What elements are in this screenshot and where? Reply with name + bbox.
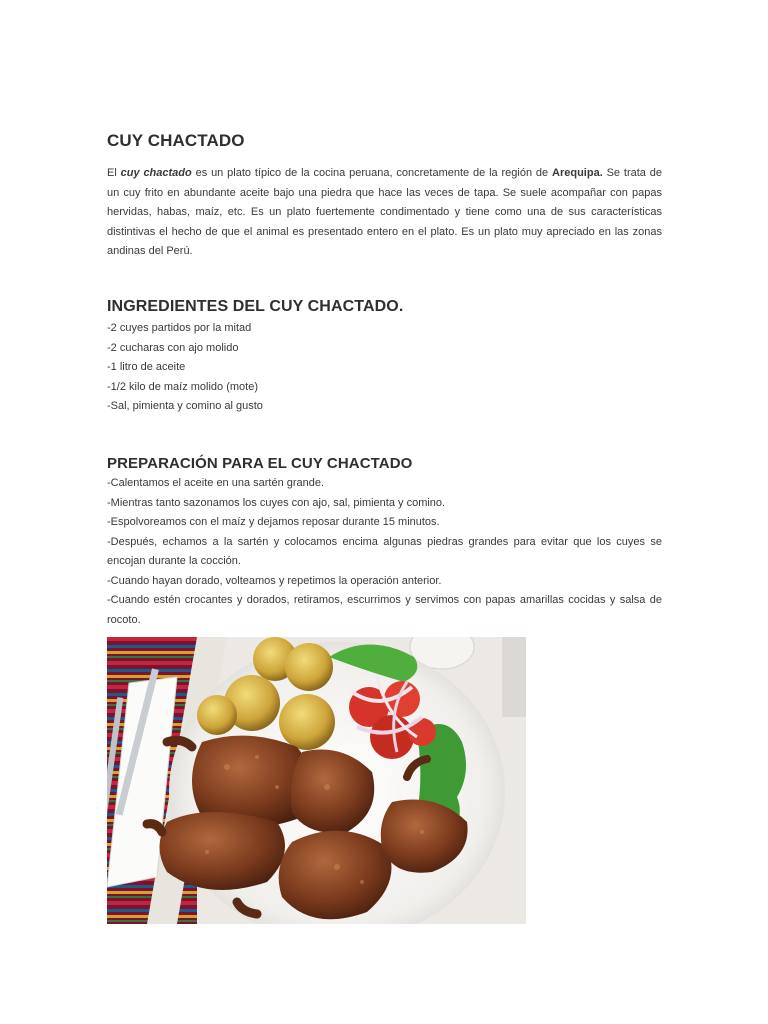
dish-photo-illustration [107, 637, 526, 924]
preparation-list [107, 474, 662, 630]
ingredient-item: -2 cucharas con ajo molido [107, 341, 239, 354]
preparation-step: -Mientras tanto sazonamos los cuyes con ajo, sal, pimienta y comino. [107, 496, 446, 509]
intro-paragraph [107, 164, 662, 262]
preparation-step: -Cuando hayan dorado, volteamos y repetimos la operación anterior. [107, 574, 442, 587]
ingredient-item: -Sal, pimienta y comino al gusto [107, 400, 263, 412]
ingredients-heading: INGREDIENTES DEL CUY CHACTADO. [107, 298, 404, 315]
intro-text-1: El [107, 167, 121, 179]
intro-region: Arequipa. [552, 167, 603, 179]
intro-dish-name: cuy chactado [120, 167, 192, 179]
dish-photo [107, 637, 526, 924]
page-title: CUY CHACTADO [107, 131, 245, 150]
preparation-heading: PREPARACIÓN PARA EL CUY CHACTADO [107, 455, 413, 472]
ingredient-item: -1 litro de aceite [107, 361, 186, 373]
ingredient-item: -2 cuyes partidos por la mitad [107, 322, 252, 334]
ingredients-list [107, 319, 662, 417]
preparation-step: -Cuando estén crocantes y dorados, retiramos, escurrimos y servimos con papas amarillas cocidas y salsa de rocoto. [107, 594, 662, 626]
preparation-step: -Calentamos el aceite en una sartén grande. [107, 477, 325, 489]
ingredient-item: -1/2 kilo de maíz molido (mote) [107, 380, 258, 393]
intro-text-3: Se trata de un cuy frito en abundante aceite bajo una piedra que hace las veces de tapa. Se suele acompañar con papas hervidas, habas, maíz, etc. Es un plato fuertemente condimentado y tiene como una de sus características distintivas el hecho de que el animal es presentado entero en el plato. Es un plato muy apreciado en las zonas andinas del Perú. [107, 167, 662, 257]
preparation-step: -Después, echamos a la sartén y colocamos encima algunas piedras grandes para evitar que los cuyes se encojan durante la cocción. [107, 535, 662, 567]
preparation-step: -Espolvoreamos con el maíz y dejamos reposar durante 15 minutos. [107, 516, 440, 528]
intro-text-2: es un plato típico de la cocina peruana, concretamente de la región de [191, 167, 553, 179]
